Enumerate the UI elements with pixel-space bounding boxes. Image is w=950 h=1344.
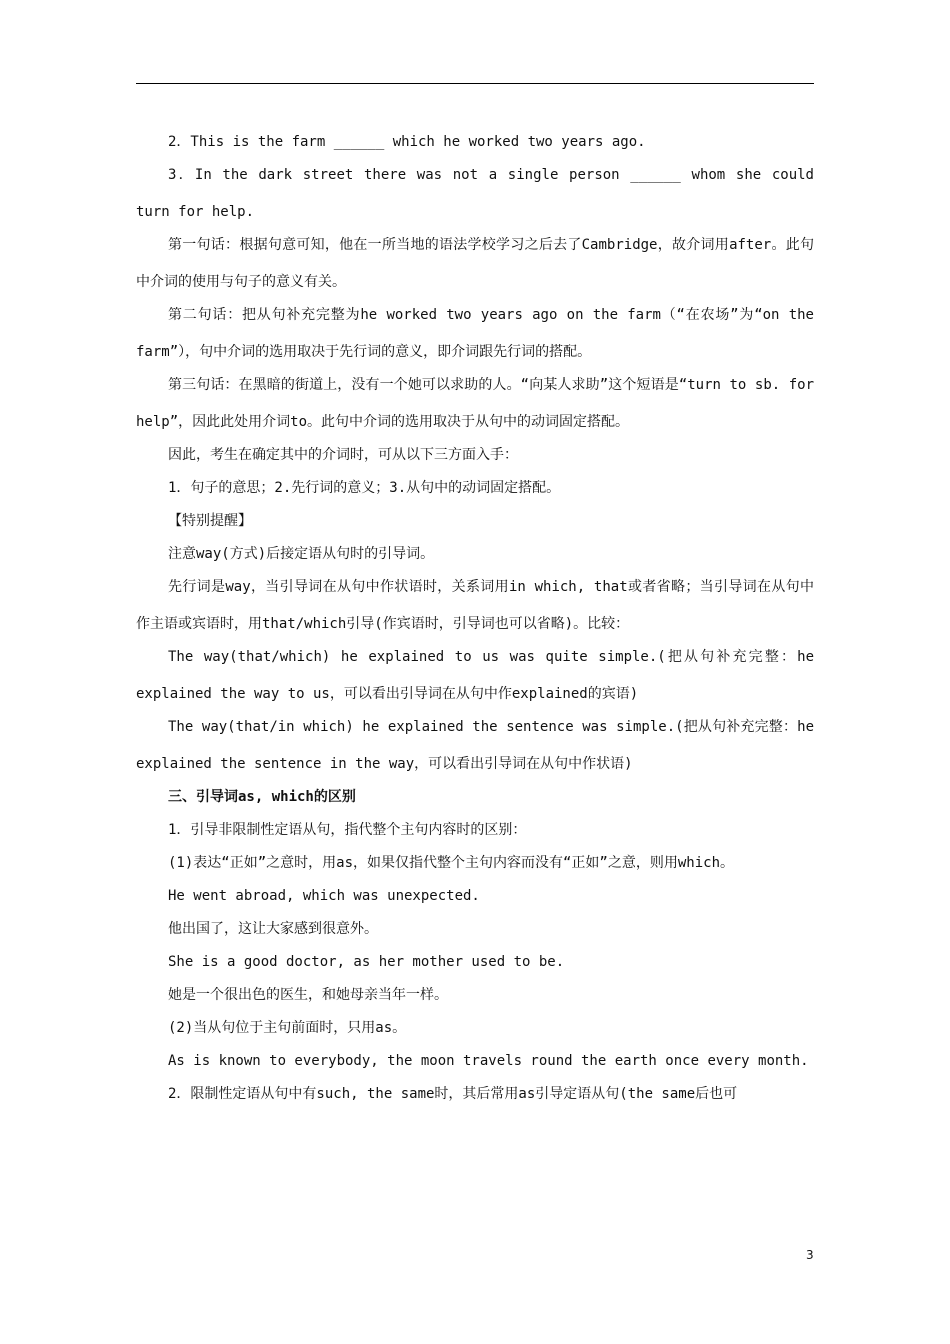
paragraph: The way(that/which) he explained to us was quite simple.(把从句补充完整：he explained the way to us，可以看出引导词在从句中作explained的宾语) — [136, 649, 814, 702]
paragraph: 因此，考生在确定其中的介词时，可从以下三方面入手： — [168, 447, 518, 463]
page-number: 3 — [806, 1248, 814, 1262]
section-heading: 三、引导词as, which的区别 — [168, 789, 356, 805]
paragraph: 第三句话：在黑暗的街道上，没有一个她可以求助的人。“向某人求助”这个短语是“turn to sb. for help”，因此此处用介词to。此句中介词的选用取决于从句中的动词固定搭配。 — [136, 377, 814, 430]
paragraph: 2．限制性定语从句中有such, the same时，其后常用as引导定语从句(the same后也可 — [168, 1086, 738, 1102]
example-translation: 他出国了，这让大家感到很意外。 — [168, 921, 378, 937]
paragraph: 1．句子的意思；2.先行词的意义；3.从句中的动词固定搭配。 — [168, 480, 561, 496]
paragraph: (2)当从句位于主句前面时，只用as。 — [168, 1020, 407, 1036]
example-sentence: He went abroad, which was unexpected. — [168, 888, 480, 904]
paragraph: 第二句话：把从句补充完整为he worked two years ago on the farm（“在农场”为“on the farm”），句中介词的选用取决于先行词的意义，即介词跟先行词的搭配。 — [136, 307, 814, 360]
paragraph: 先行词是way，当引导词在从句中作状语时，关系词用in which, that或者省略；当引导词在从句中作主语或宾语时，用that/which引导(作宾语时，引导词也可以省略)。比较： — [136, 579, 814, 632]
header-rule — [136, 83, 814, 84]
example-sentence: As is known to everybody, the moon travels round the earth once every month. — [168, 1053, 809, 1069]
example-sentence: She is a good doctor, as her mother used to be. — [168, 954, 565, 970]
example-translation: 她是一个很出色的医生，和她母亲当年一样。 — [168, 987, 448, 1003]
paragraph: 1．引导非限制性定语从句，指代整个主句内容时的区别： — [168, 822, 527, 838]
paragraph: 第一句话：根据句意可知，他在一所当地的语法学校学习之后去了Cambridge，故介词用after。此句中介词的使用与句子的意义有关。 — [136, 237, 814, 290]
paragraph: (1)表达“正如”之意时，用as，如果仅指代整个主句内容而没有“正如”之意，则用which。 — [168, 855, 734, 871]
paragraph: The way(that/in which) he explained the sentence was simple.(把从句补充完整：he explained the sentence in the way，可以看出引导词在从句中作状语) — [136, 719, 814, 772]
paragraph: 3．In the dark street there was not a single person ______ whom she could turn for help. — [136, 167, 814, 220]
document-body — [136, 124, 814, 1109]
paragraph: 【特别提醒】 — [168, 513, 252, 529]
paragraph: 2．This is the farm ______ which he worked two years ago. — [168, 134, 646, 150]
paragraph: 注意way(方式)后接定语从句时的引导词。 — [168, 546, 435, 562]
